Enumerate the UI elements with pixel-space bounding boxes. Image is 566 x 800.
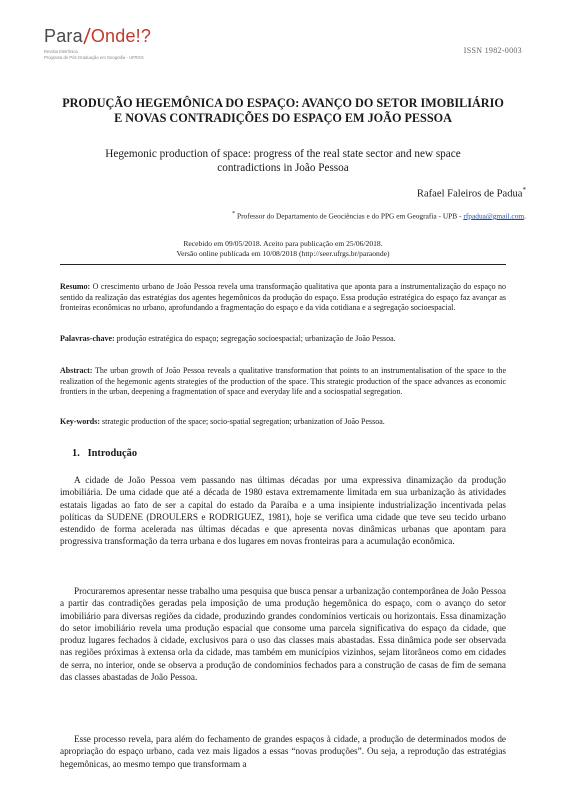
logo-part-para: Para (44, 26, 83, 46)
issn: ISSN 1982-0003 (463, 46, 522, 55)
author-footnote-mark: * (522, 186, 526, 194)
article-title: PRODUÇÃO HEGEMÔNICA DO ESPAÇO: AVANÇO DO SETOR IMOBILIÁRIO E NOVAS CONTRADIÇÕES DO ESPAÇO EM JOÃO PESSOA (62, 96, 504, 125)
author (417, 186, 526, 200)
keywords-pt-text: produção estratégica do espaço; segregação socioespacial; urbanização de João Pessoa. (116, 334, 396, 343)
publication-dates (40, 239, 526, 259)
body-paragraph-1: A cidade de João Pessoa vem passando nas últimas décadas por uma expressiva dinamização da produção imobiliária. De uma cidade que até a década de 1980 estava extremamente limitada em sua urbanização às atividades estatais ligadas ao fato de ser a capital do estado da Paraíba e a uma insipiente industrialização incentivada pelas políticas da SUDENE (DROULERS e RODRIGUEZ, 1981), hoje se verifica uma cidade que teve seu tecido urbano estendido de forma acelerada nas últimas décadas e que apresenta novas dinâmicas urbanas que apontam para progressiva transformação da terra urbana e dos lugares em novas fronteiras para a acumulação econômica. (60, 475, 506, 547)
affiliation (232, 211, 526, 220)
abstract-en-text: The urban growth of João Pessoa reveals a qualitative transformation that points to an instrumentalisation of the space to the realization of the hegemonic agents strategies of the production of the space. This strategic production of the space advances as economic frontiers in the urban, deepening a fragmentation of space and everyday life and a sociospatial segregation. (60, 366, 506, 396)
received-date: Recebido em 09/05/2018. Aceito para publicação em 25/06/2018. (183, 239, 383, 248)
keywords-en-text: strategic production of the space; socio-spatial segregation; urbanization of João Pessoa. (102, 417, 385, 426)
section-number: 1. (72, 448, 80, 459)
affiliation-text: Professor do Departamento de Geociências e do PPG em Geografia - UPB - (236, 211, 464, 221)
abstract-en (60, 366, 506, 398)
keywords-en-label: Key-words: (60, 417, 100, 426)
keywords-en (60, 417, 506, 428)
logo-part-onde: Onde!? (90, 26, 152, 46)
abstract-pt-text: O crescimento urbano de João Pessoa revela uma transformação qualitativa que aponta para a instrumentalização do espaço no sentido da realização das estratégias dos agentes hegemônicos da produção do espaço. Essa produção estratégica do espaço faz avançar as fronteiras econômicas no urbano, aprofundando a fragmentação do espaço e da vida cotidiana e a segregação socioespacial. (60, 282, 507, 312)
journal-logo[interactable] (44, 22, 194, 72)
logo-wordmark (44, 26, 151, 47)
article-subtitle: Hegemonic production of space: progress of the real state sector and new space contradictions in João Pessoa (105, 148, 461, 174)
keywords-pt (60, 334, 506, 345)
author-email-link[interactable]: rfpadua@gmail.com (463, 211, 525, 221)
section-heading (72, 448, 137, 459)
logo-slash-icon (83, 27, 91, 45)
section-title: Introdução (87, 448, 138, 459)
logo-tagline: Revista Eletrônica (44, 49, 78, 54)
abstract-en-label: Abstract: (60, 366, 93, 375)
body-paragraph-2: Procuraremos apresentar nesse trabalho uma pesquisa que busca pensar a urbanização contemporânea de João Pessoa a partir das contradições geradas pela imposição de uma produção hegemônica do espaço, com o avanço do setor imobiliário para diversas regiões da cidade, produzindo grandes condomínios verticais ou horizontais. Essa dinamização do setor imobiliário revela uma produção espacial que consome uma parcela significativa do espaço da cidade, que produz lugares fechados à cidade, exclusivos para o uso das classes mais abastadas. Essa dinâmica pode ser observada nas regiões próximas à extensa orla da cidade, mas também em municípios vizinhos, sejam litorâneos como em cidades de serra, no interior, onde se observa a produção de condomínios fechados para a construção de casas de fim de semana das classes abastadas de João Pessoa. (60, 586, 506, 683)
abstract-pt-label: Resumo: (60, 282, 91, 291)
header-divider (60, 264, 506, 265)
online-date: Versão online publicada em 10/08/2018 (http://seer.ufrgs.br/paraonde) (176, 249, 390, 258)
abstract-pt (60, 282, 506, 314)
affiliation-trail: . (524, 211, 526, 221)
author-name: Rafael Faleiros de Padua (416, 188, 523, 200)
affiliation-footnote-mark: * (232, 211, 236, 217)
logo-program: Programa de Pós-Graduação em Geografia - UFRGS (44, 55, 144, 60)
body-paragraph-3: Esse processo revela, para além do fechamento de grandes espaços à cidade, a produção de determinados modos de apropriação do espaço urbano, cada vez mais ligados a essas “novas produções”. Ou seja, a reprodução das estratégias hegemônicas, ao mesmo tempo que transformam a (60, 734, 506, 769)
keywords-pt-label: Palavras-chave: (60, 334, 115, 343)
